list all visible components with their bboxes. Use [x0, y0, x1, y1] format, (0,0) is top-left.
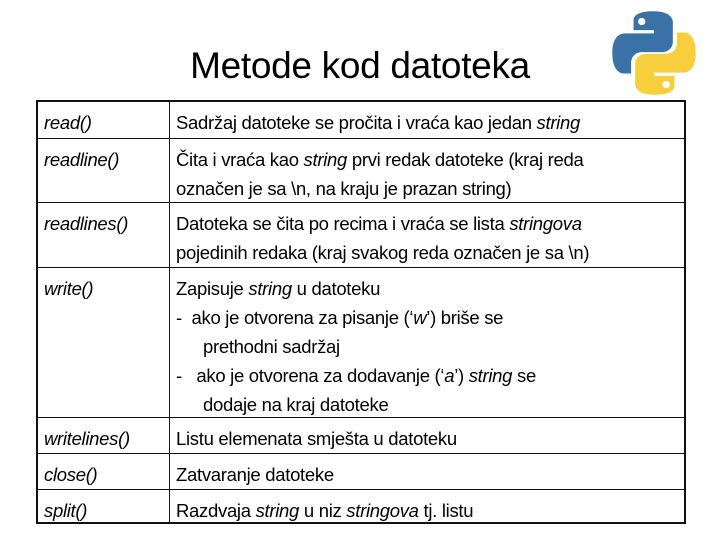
- text-segment: prethodni sadržaj: [203, 336, 340, 357]
- method-description: [169, 454, 684, 489]
- italic-term: string: [303, 149, 347, 170]
- italic-term: stringova: [509, 213, 582, 234]
- method-name: readlines(): [44, 213, 129, 234]
- table-row: [38, 453, 684, 489]
- method-name: write(): [44, 278, 94, 299]
- description-line: [176, 174, 684, 203]
- method-description: [169, 268, 684, 417]
- text-segment: tj. listu: [418, 500, 474, 521]
- method-description: [169, 102, 684, 138]
- description-line: [176, 390, 684, 419]
- table-row: [38, 267, 684, 417]
- text-segment: ’): [454, 365, 469, 386]
- text-segment: pojedinih redaka (kraj svakog reda označen je sa \n): [176, 242, 590, 263]
- python-logo-icon: [608, 8, 700, 98]
- table-row: [38, 138, 684, 202]
- description-line: [176, 332, 684, 361]
- text-segment: dodaje na kraj datoteke: [203, 394, 389, 415]
- text-segment: Listu elemenata smješta u datoteku: [176, 428, 457, 449]
- text-segment: ’) briše se: [426, 307, 504, 328]
- text-segment: Razdvaja: [176, 500, 256, 521]
- italic-term: string: [248, 278, 292, 299]
- description-line: [176, 303, 684, 332]
- method-name: split(): [44, 500, 88, 521]
- italic-term: stringova: [346, 500, 419, 521]
- table-row: [38, 102, 684, 138]
- table-row: [38, 417, 684, 453]
- description-line: [176, 496, 684, 525]
- method-description: [169, 418, 684, 453]
- text-segment: Datoteka se čita po recima i vraća se lista: [176, 213, 510, 234]
- description-line: [176, 145, 684, 174]
- description-line: [176, 274, 684, 303]
- table-row: [38, 489, 684, 524]
- italic-term: string: [536, 112, 580, 133]
- method-description: [169, 490, 684, 524]
- description-line: [176, 238, 684, 267]
- text-segment: - ako je otvorena za pisanje (‘: [176, 307, 414, 328]
- description-line: [176, 460, 684, 489]
- method-description: [169, 203, 684, 267]
- italic-term: a: [444, 365, 455, 386]
- text-segment: - ako je otvorena za dodavanje (‘: [176, 365, 445, 386]
- method-name: readline(): [44, 149, 120, 170]
- text-segment: u datoteku: [291, 278, 381, 299]
- text-segment: Zapisuje: [176, 278, 249, 299]
- description-line: [176, 361, 684, 390]
- method-name: writelines(): [44, 428, 130, 449]
- text-segment: Zatvaranje datoteke: [176, 464, 334, 485]
- methods-table: [36, 100, 686, 524]
- text-segment: označen je sa \n, na kraju je prazan string): [176, 178, 512, 199]
- text-segment: Čita i vraća kao: [176, 149, 304, 170]
- text-segment: u niz: [299, 500, 347, 521]
- text-segment: se: [512, 365, 536, 386]
- text-segment: prvi redak datoteke (kraj reda: [347, 149, 584, 170]
- slide-title: Metode kod datoteka: [190, 45, 530, 86]
- method-name: close(): [44, 464, 98, 485]
- description-line: [176, 424, 684, 453]
- method-name: read(): [44, 112, 92, 133]
- text-segment: Sadržaj datoteke se pročita i vraća kao jedan: [176, 112, 537, 133]
- method-description: [169, 139, 684, 202]
- italic-term: w: [413, 307, 427, 328]
- description-line: [176, 108, 684, 137]
- table-row: [38, 202, 684, 267]
- italic-term: string: [468, 365, 513, 386]
- italic-term: string: [255, 500, 300, 521]
- description-line: [176, 209, 684, 238]
